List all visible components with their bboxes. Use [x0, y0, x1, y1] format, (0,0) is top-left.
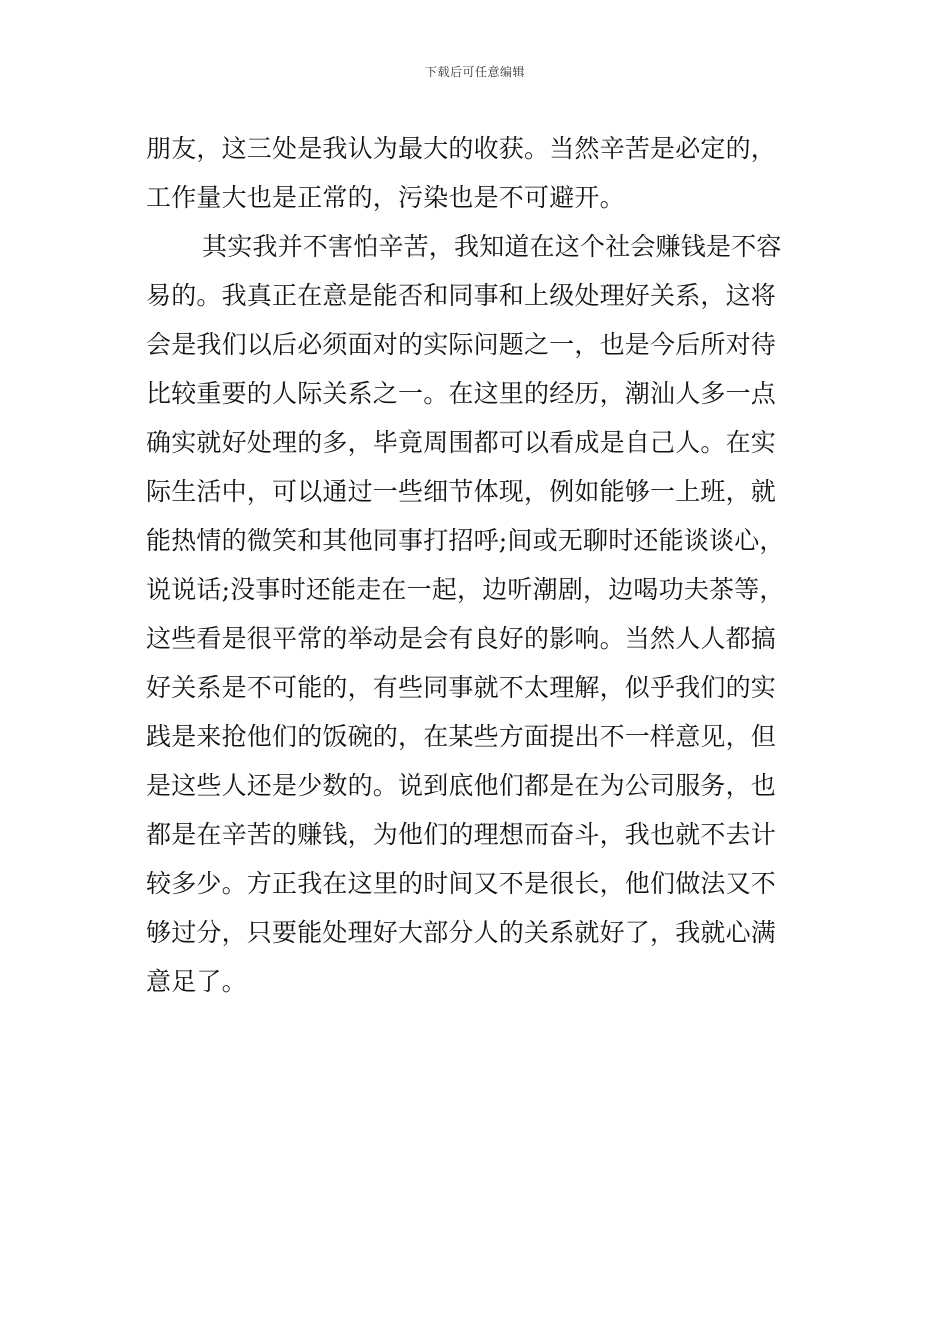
- text-line: 好关系是不可能的，有些同事就不太理解，似乎我们的实: [146, 673, 777, 702]
- paragraph-2: [146, 222, 806, 1006]
- page-header: 下载后可任意编辑: [424, 65, 525, 79]
- text-line: 会是我们以后必须面对的实际问题之一，也是今后所对待: [146, 330, 777, 359]
- text-line: 比较重要的人际关系之一。在这里的经历，潮汕人多一点: [146, 379, 777, 408]
- text-line: 是这些人还是少数的。说到底他们都是在为公司服务，也: [146, 771, 777, 800]
- text-line: 说说话;没事时还能走在一起，边听潮剧，边喝功夫茶等，: [146, 575, 785, 604]
- text-line: 意足了。: [146, 967, 247, 996]
- text-line: 较多少。方正我在这里的时间又不是很长，他们做法又不: [146, 869, 777, 898]
- text-line: 能热情的微笑和其他同事打招呼;间或无聊时还能谈谈心，: [146, 526, 785, 555]
- paragraph-1: [146, 124, 806, 222]
- text-line: 易的。我真正在意是能否和同事和上级处理好关系，这将: [146, 281, 777, 310]
- text-line: 际生活中，可以通过一些细节体现，例如能够一上班，就: [146, 477, 777, 506]
- text-line-indented: 其实我并不害怕辛苦，我知道在这个社会赚钱是不容: [202, 232, 782, 261]
- text-line: 都是在辛苦的赚钱，为他们的理想而奋斗，我也就不去计: [146, 820, 777, 849]
- text-line: 确实就好处理的多，毕竟周围都可以看成是自己人。在实: [146, 428, 777, 457]
- text-line: 够过分，只要能处理好大部分人的关系就好了，我就心满: [146, 918, 777, 947]
- text-line: 践是来抢他们的饭碗的，在某些方面提出不一样意见，但: [146, 722, 777, 751]
- text-line: 工作量大也是正常的，污染也是不可避开。: [146, 183, 625, 212]
- text-line: 这些看是很平常的举动是会有良好的影响。当然人人都搞: [146, 624, 777, 653]
- text-line: 朋友，这三处是我认为最大的收获。当然辛苦是必定的，: [146, 134, 777, 163]
- document-body: [146, 124, 806, 1006]
